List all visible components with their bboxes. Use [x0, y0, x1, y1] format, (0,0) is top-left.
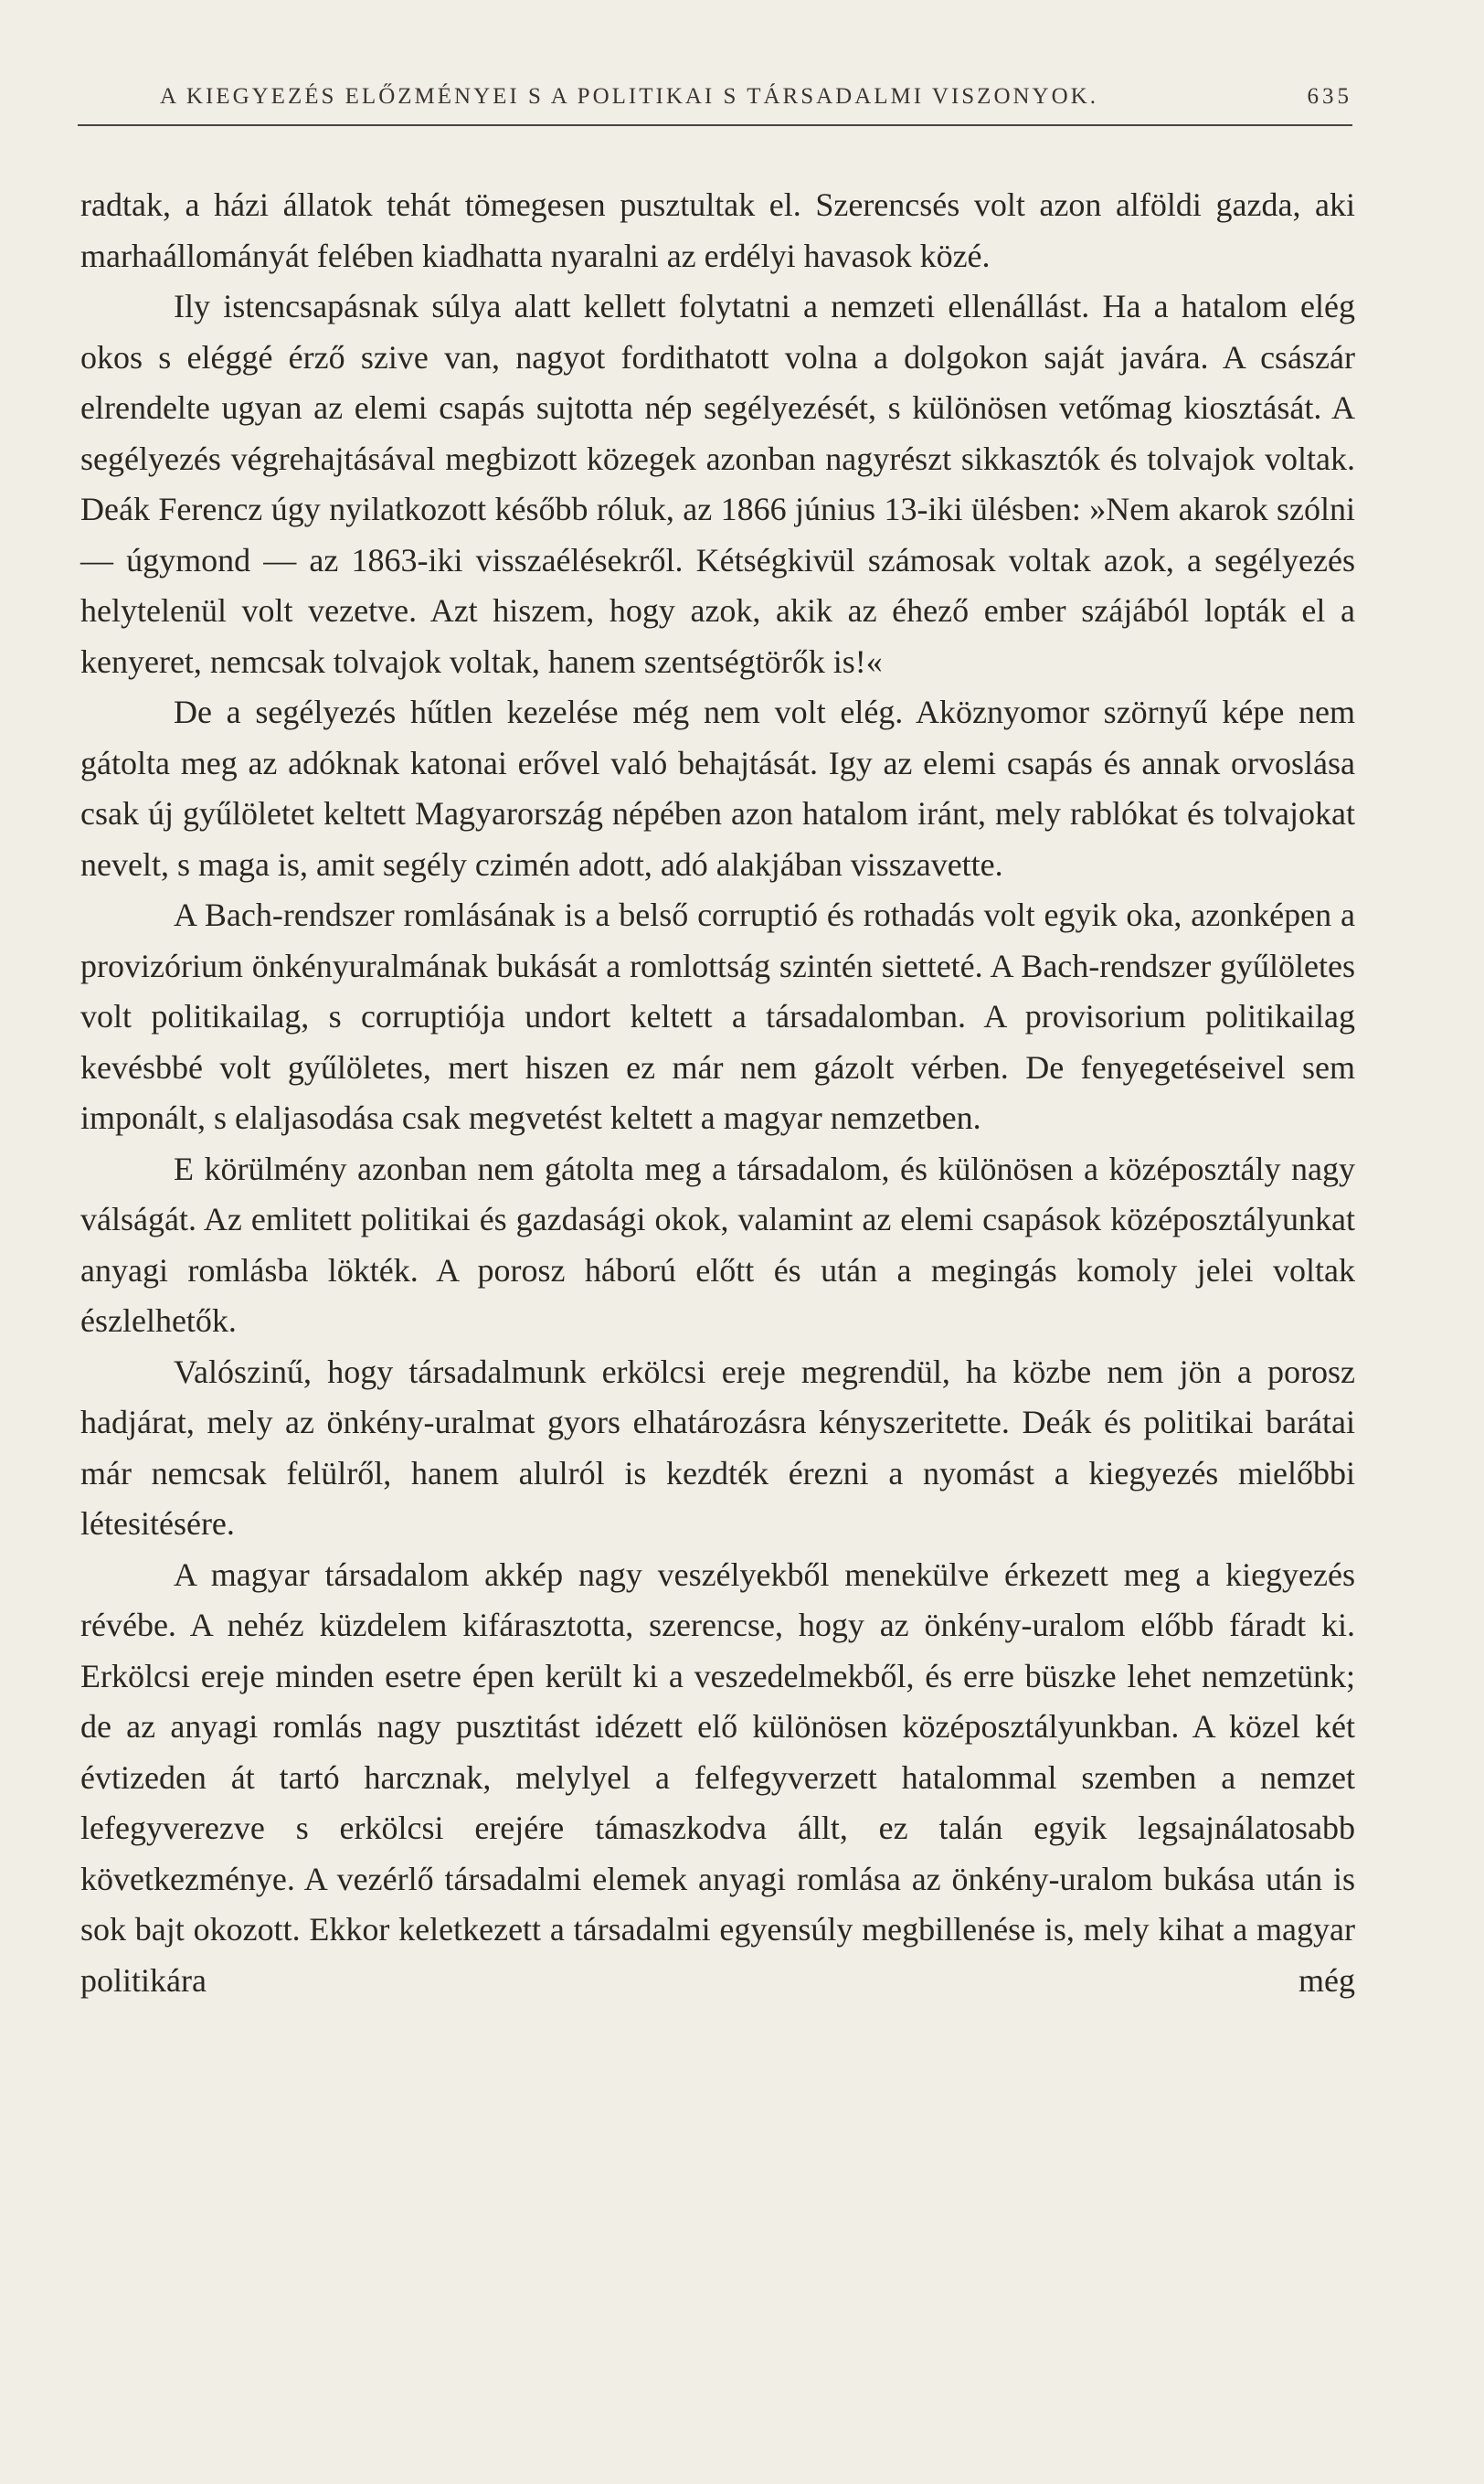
paragraph-runs-over: A magyar társadalom akkép nagy veszélyekből menekülve érkezett meg a kiegyezés révébe. A nehéz küzdelem kifárasztotta, szerencse, hogy az önkény-uralom előbb fáradt ki. Erkölcsi ereje minden esetre épen került ki a veszedelmekből, és erre büszke lehet nemzetünk; de az anyagi romlás nagy pusztitást idézett elő különösen középosztályunkban. A közel két évtizeden át tartó harcznak, melylyel a felfegyverzett hatalommal szemben a nemzet lefegyverezve s erkölcsi erejére támaszkodva állt, ez talán egyik legsajnálatosabb következménye. A vezérlő társadalmi elemek anyagi romlása az önkény-uralom bukása után is sok bajt okozott. Ekkor keletkezett a társadalmi egyensúly megbillenése is, mely kihat a magyar politikára még — [80, 1555, 1355, 1999]
paragraph: Valószinű, hogy társadalmunk erkölcsi ereje megrendül, ha közbe nem jön a porosz hadjárat, mely az önkény-uralmat gyors elhatározásra kényszeritette. Deák és politikai barátai már nemcsak felülről, hanem alulról is kezdték érezni a nyomást a kiegyezés mielőbbi létesitésére. — [80, 1353, 1355, 1542]
page-number: 635 — [1307, 84, 1352, 109]
paragraph: E körülmény azonban nem gátolta meg a társadalom, és különösen a középosztály nagy válságát. Az emlitett politikai és gazdasági okok, valamint az elemi csapások középosztályunkat anyagi romlásba lökték. A porosz háború előtt és után a megingás komoly jelei voltak észlelhetők. — [80, 1150, 1355, 1339]
paragraph: A Bach-rendszer romlásának is a belső corruptió és rothadás volt egyik oka, azonképen a provizórium önkényuralmának bukását a romlottság szintén sietteté. A Bach-rendszer gyűlöletes volt politikailag, s corruptiója undort keltett a társadalomban. A provisorium politikailag kevésbbé volt gyűlöletes, mert hiszen ez már nem gázolt vérben. De fenyegetéseivel sem imponált, s elaljasodása csak megvetést keltett a magyar nemzetben. — [80, 897, 1355, 1136]
paragraph: Ily istencsapásnak súlya alatt kellett folytatni a nemzeti ellenállást. Ha a hatalom elég okos s eléggé érző szive van, nagyot fordithatott volna a dolgokon saját javára. A császár elrendelte ugyan az elemi csapás sujtotta nép segélyezését, s különösen vetőmag kiosztását. A segélyezés végrehajtásával megbizott közegek azonban nagyrészt sikkasztók és tolvajok voltak. Deák Ferencz úgy nyilatkozott később róluk, az 1866 június 13-iki ülésben: »Nem akarok szólni — úgymond — az 1863-iki visszaélésekről. Kétségkivül számosak voltak azok, a segélyezés helytelenül volt vezetve. Azt hiszem, hogy azok, akik az éhező ember szájából lopták el a kenyeret, nemcsak tolvajok voltak, hanem szentségtörők is!« — [80, 288, 1355, 680]
body-text — [80, 180, 1355, 2006]
paragraph-continued: radtak, a házi állatok tehát tömegesen pusztultak el. Szerencsés volt azon alföldi gazda, aki marhaállományát felében kiadhatta nyaralni az erdélyi havasok közé. — [80, 186, 1355, 274]
paragraph: De a segélyezés hűtlen kezelése még nem volt elég. Aköznyomor szörnyű képe nem gátolta meg az adóknak katonai erővel való behajtását. Igy az elemi csapás és annak orvoslása csak új gyűlöletet keltett Magyarország népében azon hatalom iránt, mely rablókat és tolvajokat nevelt, s maga is, amit segély czimén adott, adó alakjában visszavette. — [80, 694, 1355, 883]
header-rule — [78, 124, 1352, 126]
running-title: A KIEGYEZÉS ELŐZMÉNYEI S A POLITIKAI S TÁRSADALMI VISZONYOK. — [160, 84, 1098, 109]
running-head — [160, 75, 1352, 121]
